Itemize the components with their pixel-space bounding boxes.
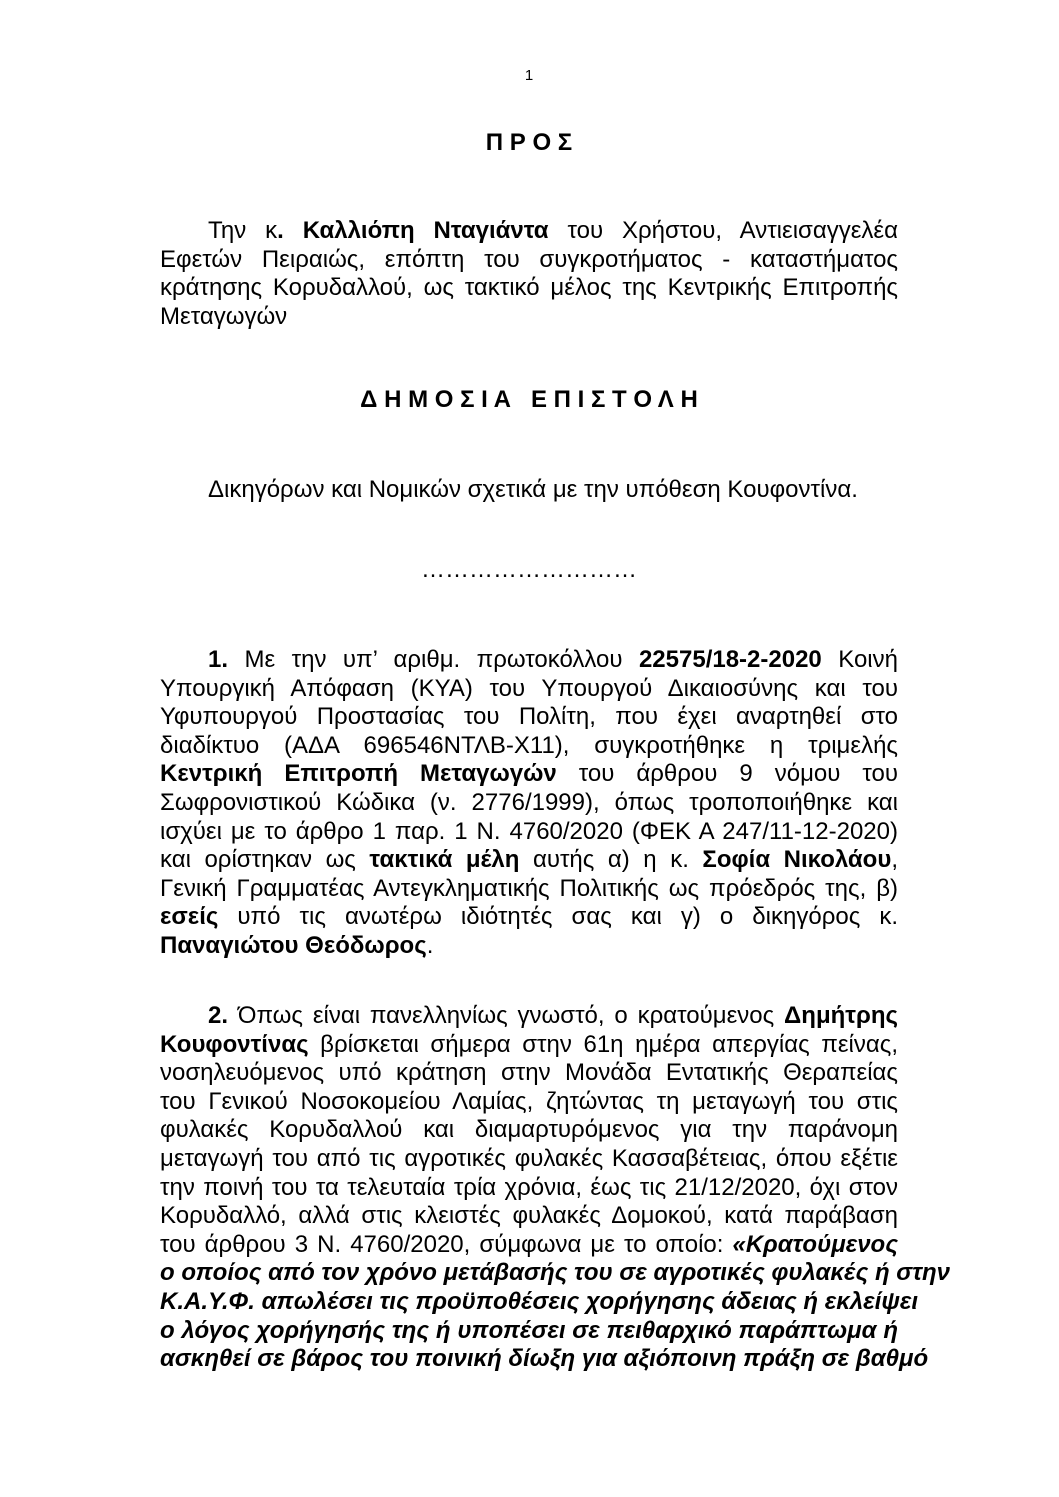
text-run: βρίσκεται σήμερα στην 61η ημέρα απεργίας πείνας, [308,1030,898,1058]
text-run: Εφετών Πειραιώς, επόπτη του συγκροτήματος - καταστήματος [160,245,898,273]
text-run: και ορίστηκαν ως [160,846,370,874]
recipient-heading: Π Ρ Ο Σ [485,129,573,156]
text-line [160,1145,898,1174]
paragraph-2 [160,1002,951,1374]
text-run: νοσηλευόμενος υπό κράτηση στην Μονάδα Εντατικής Θεραπείας [160,1059,898,1087]
bold-italic-text: ασκηθεί σε βάρος του ποινική δίωξη για αξιόποινη πράξη σε βαθμό [160,1345,929,1373]
text-line [160,217,898,246]
text-run: φυλακές Κορυδαλλού και διαμαρτυρόμενος για την παράνομη [160,1116,898,1144]
letter-title: Δ Η Μ Ο Σ Ι Α Ε Π Ι Σ Τ Ο Λ Η [360,386,698,413]
text-line [160,1002,898,1031]
text-line [160,846,898,875]
text-line [160,760,898,789]
bold-text: Κεντρική Επιτροπή Μεταγωγών [160,760,557,788]
text-run: την ποινή του τα τελευταία τρία χρόνια, έως τις 21/12/2020, όχι στον [160,1173,898,1201]
text-line [160,1317,898,1346]
recipient-paragraph [160,217,898,331]
text-line [160,1287,919,1317]
text-line [160,875,898,904]
text-run: Με την υπ’ αριθμ. πρωτοκόλλου [228,646,639,673]
bold-text: εσείς [160,903,219,931]
bold-italic-text: ο οποίος από τον χρόνο μετάβασής του σε αγροτικές φυλακές ή στην [160,1259,951,1287]
text-line [160,703,898,732]
text-line [160,932,898,961]
text-run: κράτησης Κορυδαλλού, ως τακτικό μέλος της Κεντρικής Επιτροπής [160,274,898,302]
text-line [160,1259,951,1288]
text-line [160,789,898,818]
text-run: Σωφρονιστικού Κώδικα (ν. 2776/1999), όπως τροποποιήθηκε και [160,788,898,816]
text-run: Υφυπουργού Προστασίας του Πολίτη, που έχει αναρτηθεί στο [160,703,898,731]
text-line [160,1231,898,1260]
bold-text: Σοφία Νικολάου [702,846,892,874]
text-run: Κοινή [821,646,898,673]
bold-text: Κουφοντίνας [160,1030,309,1058]
bold-text: . Καλλιόπη Νταγιάντα [277,217,549,244]
text-line [160,675,898,704]
text-run: Υπουργική Απόφαση (ΚΥΑ) του Υπουργού Δικαιοσύνης και του [160,674,898,702]
bold-text: 2. [208,1002,229,1029]
text-line [160,1031,898,1060]
text-run: του άρθρου 3 Ν. 4760/2020, σύμφωνα με το οποίο: [160,1230,733,1258]
text-run: διαδίκτυο (ΑΔΑ 696546ΝΤΛΒ-Χ11), συγκροτήθηκε η τριμελής [160,731,898,759]
text-run: ισχύει με το άρθρο 1 παρ. 1 Ν. 4760/2020 (ΦΕΚ Α 247/11-12-2020) [160,817,898,845]
text-run: του άρθρου 9 νόμου του [556,760,899,788]
bold-italic-text: ο λόγος χορήγησής της ή υποπέσει σε πειθαρχικό παράπτωμα ή [160,1316,898,1344]
text-line [160,246,898,275]
bold-text: Δημήτρης [784,1002,898,1029]
text-run: Κορυδαλλό, αλλά στις κλειστές φυλακές Δομοκού, κατά παράβαση [160,1202,898,1230]
bold-text: τακτικά μέλη [369,846,520,874]
text-line [160,303,898,332]
text-line [160,1174,898,1203]
text-run: Μεταγωγών [160,302,288,330]
bold-italic-text: «Κρατούμενος [732,1230,898,1258]
text-run: Όπως είναι πανελληνίως γνωστό, ο κρατούμενος [228,1002,785,1029]
separator: ……………………… [421,556,637,583]
text-run: του Χρήστου, Αντιεισαγγελέα [548,217,898,244]
text-line [160,818,898,847]
bold-text: 1. [208,646,229,673]
page-number: 1 [524,67,534,84]
bold-italic-text: Κ.Α.Υ.Φ. απωλέσει τις προϋποθέσεις χορήγησης άδειας ή εκλείψει [160,1287,919,1315]
text-line [160,903,898,932]
bold-text: Παναγιώτου Θεόδωρος [160,931,427,959]
text-line [160,1059,898,1088]
text-run: , [891,846,898,874]
text-line [160,274,898,303]
text-line [160,1116,898,1145]
text-run: . [426,931,434,959]
text-run: του Γενικού Νοσοκομείου Λαμίας, ζητώντας τη μεταγωγή του στις [160,1087,898,1115]
text-line [160,1088,898,1117]
text-run: αυτής α) η κ. [519,846,703,874]
senders-line: Δικηγόρων και Νομικών σχετικά με την υπόθεση Κουφοντίνα. [208,476,858,503]
text-line [160,1345,929,1374]
text-run: υπό τις ανωτέρω ιδιότητές σας και γ) ο δικηγόρος κ. [218,903,898,931]
text-line [160,732,898,761]
paragraph-1 [160,646,898,961]
text-line [160,1202,898,1231]
text-run: Γενική Γραμματέας Αντεγκληματικής Πολιτικής ως πρόεδρός της, β) [160,874,898,902]
text-line [160,646,898,675]
bold-text: 22575/18-2-2020 [638,646,822,673]
text-run: μεταγωγή του από τις αγροτικές φυλακές Κασσαβέτειας, όπου εξέτιε [160,1144,898,1172]
text-run: Την κ [208,217,278,244]
